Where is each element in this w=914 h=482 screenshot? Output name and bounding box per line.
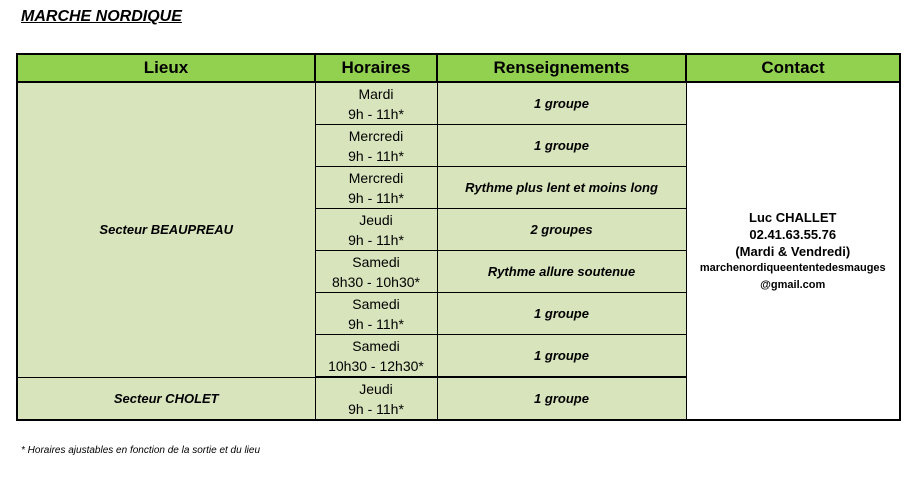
- contact-days: (Mardi & Vendredi): [735, 243, 851, 259]
- header-horaires: Horaires: [315, 54, 437, 82]
- contact-name: Luc CHALLET: [749, 209, 837, 225]
- table-row: [17, 82, 900, 125]
- horaire-day: Mardi: [358, 85, 394, 102]
- horaire-time: 10h30 - 12h30*: [328, 357, 424, 374]
- renseignement-cell: 1 groupe: [437, 125, 686, 167]
- header-renseignements: Renseignements: [437, 54, 686, 82]
- horaire-cell: [315, 209, 437, 251]
- renseignement-cell: Rythme allure soutenue: [437, 251, 686, 293]
- contact-email-domain: @gmail.com: [760, 278, 826, 291]
- horaire-day: Mercredi: [348, 169, 404, 186]
- horaire-cell: [315, 377, 437, 420]
- horaire-time: 9h - 11h*: [348, 231, 404, 248]
- contact-cell: [686, 82, 900, 420]
- footnote: * Horaires ajustables en fonction de la sortie et du lieu: [21, 445, 261, 456]
- renseignement-cell: 2 groupes: [437, 209, 686, 251]
- contact-phone: 02.41.63.55.76: [749, 226, 837, 242]
- lieu-beaupreau: Secteur BEAUPREAU: [17, 82, 315, 377]
- contact-email: marchenordiqueententedesmauges: [699, 261, 886, 274]
- horaire-time: 9h - 11h*: [348, 400, 404, 417]
- header-row: [17, 54, 900, 82]
- horaire-day: Samedi: [352, 253, 400, 270]
- horaire-day: Mercredi: [348, 127, 404, 144]
- horaire-cell: [315, 82, 437, 125]
- horaire-cell: [315, 335, 437, 378]
- lieu-cholet: Secteur CHOLET: [17, 377, 315, 420]
- renseignement-cell: 1 groupe: [437, 293, 686, 335]
- horaire-day: Jeudi: [359, 380, 393, 397]
- schedule-table: [16, 53, 901, 421]
- horaire-time: 9h - 11h*: [348, 189, 404, 206]
- header-contact: Contact: [686, 54, 900, 82]
- header-lieux: Lieux: [17, 54, 315, 82]
- horaire-cell: [315, 293, 437, 335]
- horaire-day: Samedi: [352, 295, 400, 312]
- horaire-time: 9h - 11h*: [348, 105, 404, 122]
- renseignement-cell: 1 groupe: [437, 82, 686, 125]
- horaire-time: 9h - 11h*: [348, 147, 404, 164]
- renseignement-cell: 1 groupe: [437, 377, 686, 420]
- horaire-time: 9h - 11h*: [348, 315, 404, 332]
- renseignement-cell: Rythme plus lent et moins long: [437, 167, 686, 209]
- horaire-time: 8h30 - 10h30*: [332, 273, 420, 290]
- horaire-cell: [315, 125, 437, 167]
- horaire-cell: [315, 251, 437, 293]
- renseignement-cell: 1 groupe: [437, 335, 686, 378]
- horaire-day: Jeudi: [359, 211, 393, 228]
- horaire-cell: [315, 167, 437, 209]
- page-title: MARCHE NORDIQUE: [21, 8, 182, 25]
- horaire-day: Samedi: [352, 337, 400, 354]
